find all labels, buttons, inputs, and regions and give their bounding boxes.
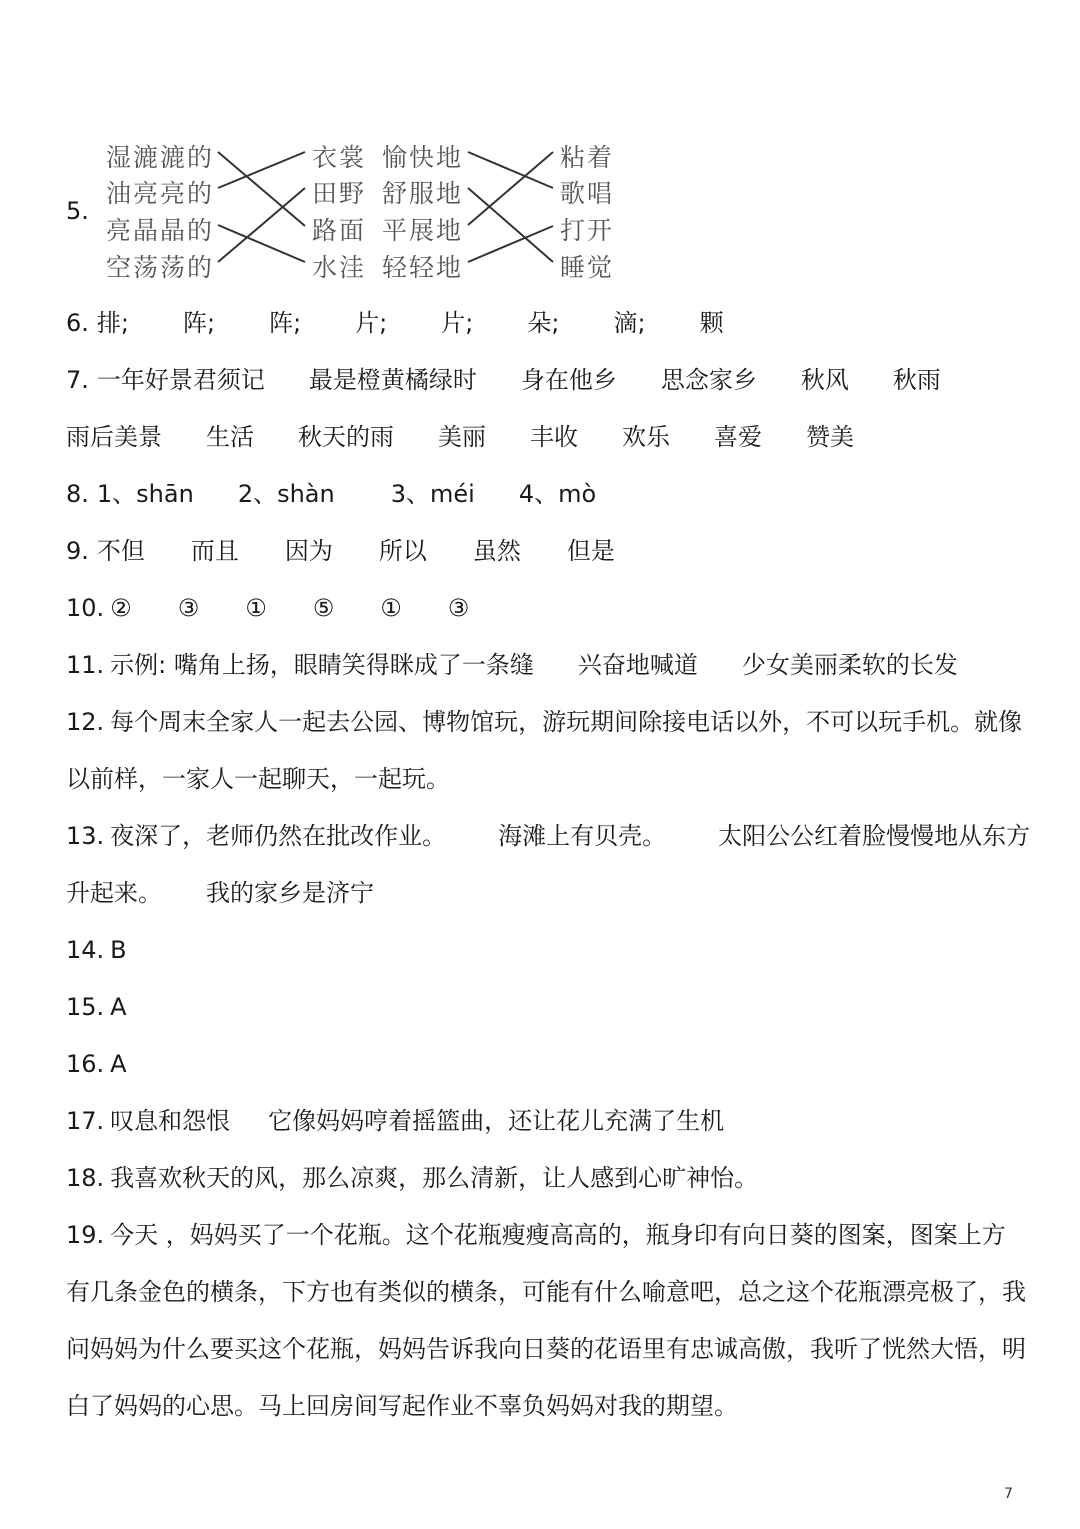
q11-item-2: 兴奋地喊道: [577, 651, 698, 679]
q12-line-1: [66, 707, 1022, 737]
q7-item-12: 欢乐: [622, 423, 670, 451]
q7-item-1: 一年好景君须记: [96, 366, 265, 394]
q10-item-2: ③: [177, 594, 200, 622]
q19-line-1: [66, 1220, 1006, 1250]
q10-item-5: ①: [380, 594, 402, 622]
q7-item-7: 雨后美景: [66, 423, 162, 451]
q7-item-14: 赞美: [806, 423, 854, 451]
q13-item-5: 我的家乡是济宁: [206, 879, 374, 907]
q8: [66, 479, 596, 509]
q6-item-2: 阵;: [183, 309, 216, 337]
q5-col1-item-2: 油亮亮的: [106, 179, 215, 208]
q11-item-1: 示例: 嘴角上扬，眼睛笑得眯成了一条缝: [110, 651, 534, 679]
q12-line-2: [66, 764, 450, 794]
q5-link-2: [218, 152, 305, 188]
q5-link-6: [468, 188, 553, 262]
q19-text-3: 问妈妈为什么要买这个花瓶，妈妈告诉我向日葵的花语里有忠诚高傲，我听了恍然大悟，明: [66, 1335, 1026, 1363]
q5-link-4: [218, 188, 305, 262]
q13-item-1: 夜深了，老师仍然在批改作业。: [110, 822, 447, 850]
q9-item-6: 但是: [566, 537, 615, 565]
q5-matching: [0, 0, 1080, 290]
q15-answer: A: [110, 993, 127, 1021]
q19-text-1: 今天 ，妈妈买了一个花瓶。这个花瓶瘦瘦高高的，瓶身印有向日葵的图案，图案上方: [110, 1221, 1006, 1249]
q5-col4-item-2: 歌唱: [560, 179, 615, 208]
q10-item-3: ①: [245, 594, 267, 622]
q9-number: 9.: [66, 537, 89, 565]
q7-item-5: 秋风: [800, 366, 849, 394]
q8-item-1: 1、shān: [96, 480, 194, 508]
q6-item-4: 片;: [355, 309, 388, 337]
q5-col2-item-4: 水洼: [312, 253, 367, 282]
q5-col3-item-3: 平展地: [382, 216, 464, 245]
q19-line-4: [66, 1391, 738, 1421]
q16-number: 16.: [66, 1050, 105, 1078]
q6-item-3: 阵;: [269, 309, 302, 337]
q10-item-6: ③: [447, 594, 470, 622]
q8-item-2: 2、shàn: [237, 480, 335, 508]
q7-item-13: 喜爱: [714, 423, 762, 451]
q17: [66, 1106, 724, 1136]
q13-item-4: 升起来。: [66, 879, 162, 907]
q5-col1-item-3: 亮晶晶的: [106, 216, 215, 245]
q5-link-8: [468, 226, 553, 262]
q7-item-4: 思念家乡: [660, 366, 757, 394]
q12-text-2: 以前样，一家人一起聊天，一起玩。: [66, 765, 450, 793]
q7-item-3: 身在他乡: [520, 366, 617, 394]
q6-number: 6.: [66, 309, 89, 337]
q13-item-3: 太阳公公红着脸慢慢地从东方: [718, 822, 1031, 850]
q13-line-1: [66, 821, 1030, 851]
q17-item-2: 它像妈妈哼着摇篮曲，还让花儿充满了生机: [268, 1107, 725, 1135]
q5-col3-item-4: 轻轻地: [382, 253, 464, 282]
q8-item-3: 3、méi: [390, 480, 475, 508]
q11: [66, 650, 958, 680]
q13-number: 13.: [66, 822, 105, 850]
q5-col1-item-4: 空荡荡的: [106, 253, 215, 282]
q9-item-5: 虽然: [472, 537, 521, 565]
q8-item-4: 4、mò: [518, 480, 597, 508]
q11-number: 11.: [66, 651, 105, 679]
page-number: 7: [1004, 1486, 1013, 1502]
q5-col2-item-1: 衣裳: [312, 143, 367, 172]
q5-col4-item-1: 粘着: [560, 143, 615, 172]
q7-item-8: 生活: [206, 423, 254, 451]
q5-col2-item-2: 田野: [312, 179, 367, 208]
q17-item-1: 叹息和怨恨: [110, 1107, 231, 1135]
q18-number: 18.: [66, 1164, 105, 1192]
q5-number: 5.: [66, 197, 89, 225]
q7-item-9: 秋天的雨: [298, 423, 394, 451]
q6: [66, 308, 724, 338]
q5-col3-item-2: 舒服地: [382, 179, 464, 208]
q15: [66, 992, 127, 1022]
q16-answer: A: [110, 1050, 127, 1078]
q5-link-5: [468, 152, 553, 188]
q15-number: 15.: [66, 993, 105, 1021]
q9: [66, 536, 615, 566]
q7-number: 7.: [66, 366, 89, 394]
q18: [66, 1163, 758, 1193]
q19-line-3: [66, 1334, 1026, 1364]
q14-answer: B: [110, 936, 127, 964]
q7-line-2: [66, 422, 854, 452]
q5-connector-lines: [0, 0, 1080, 290]
q5-col4-item-4: 睡觉: [560, 253, 615, 282]
q14: [66, 935, 127, 965]
q18-text: 我喜欢秋天的风，那么凉爽，那么清新，让人感到心旷神怡。: [110, 1164, 759, 1192]
q13-item-2: 海滩上有贝壳。: [498, 822, 667, 850]
q13-line-2: [66, 878, 374, 908]
q6-item-1: 排;: [96, 309, 129, 337]
q12-text-1: 每个周末全家人一起去公园、博物馆玩，游玩期间除接电话以外，不可以玩手机。就像: [110, 708, 1023, 736]
q16: [66, 1049, 127, 1079]
q19-number: 19.: [66, 1221, 105, 1249]
q10-item-4: ⑤: [312, 594, 335, 622]
q10: [66, 593, 469, 623]
q10-item-1: ②: [110, 594, 132, 622]
q5-col2-item-3: 路面: [312, 216, 367, 245]
q5-link-7: [468, 152, 553, 225]
q6-item-8: 颗: [699, 309, 724, 337]
q5-link-1: [218, 152, 305, 226]
q19-line-2: [66, 1277, 1026, 1307]
q19-text-4: 白了妈妈的心思。马上回房间写起作业不辜负妈妈对我的期望。: [66, 1392, 738, 1420]
q5-col4-item-3: 打开: [560, 216, 615, 245]
q6-item-5: 片;: [441, 309, 474, 337]
q12-number: 12.: [66, 708, 105, 736]
q7-line-1: [66, 365, 941, 395]
q11-item-3: 少女美丽柔软的长发: [741, 651, 958, 679]
q10-number: 10.: [66, 594, 105, 622]
q7-item-10: 美丽: [438, 423, 486, 451]
q14-number: 14.: [66, 936, 105, 964]
q6-item-6: 朵;: [527, 309, 560, 337]
q8-number: 8.: [66, 480, 89, 508]
q5-col1-item-1: 湿漉漉的: [106, 143, 215, 172]
q7-item-6: 秋雨: [892, 366, 941, 394]
q7-item-11: 丰收: [530, 423, 578, 451]
q7-item-2: 最是橙黄橘绿时: [308, 366, 477, 394]
q9-item-1: 不但: [96, 537, 145, 565]
q5-link-3: [218, 225, 305, 262]
q9-item-4: 所以: [378, 537, 427, 565]
q9-item-2: 而且: [190, 537, 239, 565]
q5-col3-item-1: 愉快地: [382, 143, 464, 172]
q19-text-2: 有几条金色的横条，下方也有类似的横条，可能有什么喻意吧，总之这个花瓶漂亮极了，我: [66, 1278, 1026, 1306]
q9-item-3: 因为: [284, 537, 333, 565]
q6-item-7: 滴;: [613, 309, 646, 337]
q17-number: 17.: [66, 1107, 105, 1135]
